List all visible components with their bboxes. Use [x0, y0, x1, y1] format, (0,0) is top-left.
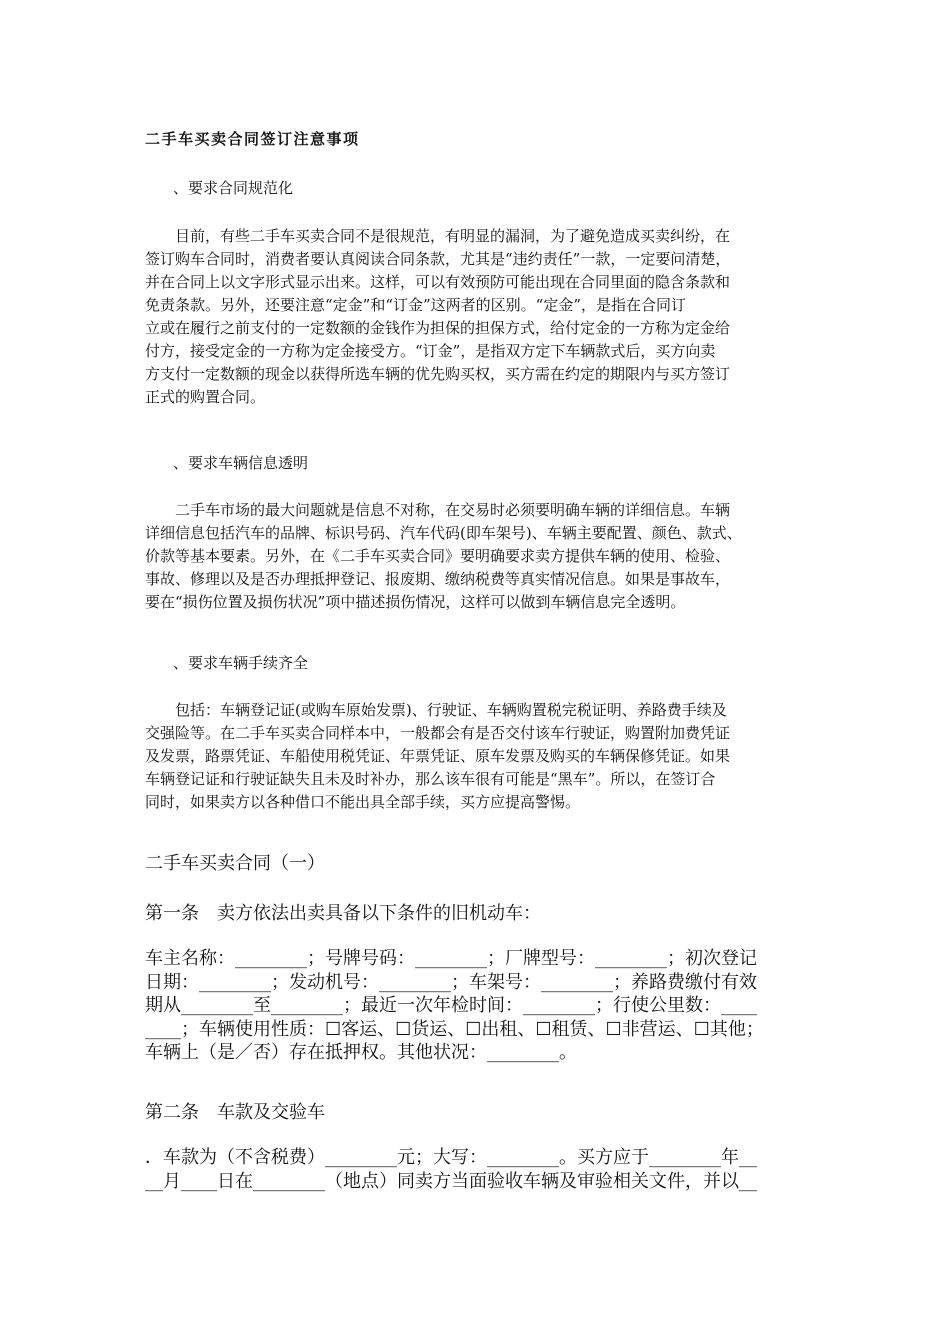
article1-body: [145, 947, 805, 1065]
text-line: 并在合同上以文字形式显示出来。这样，可以有效预防可能出现在合同里面的隐含条款和: [145, 273, 731, 291]
text-line: 立或在履行之前支付的一定数额的金钱作为担保的担保方式，给付定金的一方称为定金给: [145, 319, 731, 337]
text-line: 方支付一定数额的现金以获得所选车辆的优先购买权，买方需在约定的期限内与买方签订: [145, 365, 731, 383]
contract-title: 二手车买卖合同（一）: [145, 853, 325, 874]
text-line: 二手车市场的最大问题就是信息不对称，在交易时必须要明确车辆的详细信息。车辆: [145, 501, 731, 519]
section-heading-vehicle-info: 、要求车辆信息透明: [173, 454, 309, 472]
text-line: 车辆上（是／否）存在抵押权。其他状况：________。: [145, 1042, 577, 1063]
text-line: 事故、修理以及是否办理抵押登记、报废期、缴纳税费等真实情况信息。如果是事故车，: [145, 570, 731, 588]
text-line: 日期：________；发动机号：________；车架号：________；养路费缴付有效: [145, 971, 757, 993]
text-line: 及发票，路票凭证、车船使用税凭证、年票凭证、原车发票及购买的车辆保修凭证。如果: [145, 747, 731, 765]
text-line: 价款等基本要素。另外，在《二手车买卖合同》要明确要求卖方提供车辆的使用、检验、: [145, 547, 731, 565]
text-line: 期从________至________；最近一次年检时间：________；行使公里数：____: [145, 995, 757, 1016]
article2-body: [145, 1146, 805, 1193]
text-line: 付方，接受定金的一方称为定金接受方。“订金”，是指双方定下车辆款式后，买方向卖: [145, 342, 716, 360]
text-line: 正式的购置合同。: [145, 388, 266, 406]
text-line: 同时，如果卖方以各种借口不能出具全部手续，买方应提高警惕。: [145, 793, 581, 811]
text-line: __月____日在________（地点）同卖方当面验收车辆及审验相关文件，并以__: [145, 1170, 757, 1192]
paragraph-vehicle-info: [145, 499, 805, 614]
section-heading-vehicle-docs: 、要求车辆手续齐全: [173, 654, 309, 672]
article1-heading: 第一条 卖方依法出卖具备以下条件的旧机动车：: [145, 903, 541, 924]
article2-heading: 第二条 车款及交验车: [145, 1102, 325, 1123]
text-line: 包括：车辆登记证(或购车原始发票)、行驶证、车辆购置税完税证明、养路费手续及: [145, 701, 727, 719]
text-line: 车辆登记证和行驶证缺失且未及时补办，那么该车很有可能是“黑车”。所以，在签订合: [145, 770, 716, 788]
text-line: 目前，有些二手车买卖合同不是很规范，有明显的漏洞，为了避免造成买卖纠纷，在: [145, 227, 731, 245]
text-line: 交强险等。在二手车买卖合同样本中，一般都会有是否交付该车行驶证，购置附加费凭证: [145, 724, 731, 742]
text-line: 详细信息包括汽车的品牌、标识号码、汽车代码(即车架号)、车辆主要配置、颜色、款式、: [145, 524, 742, 542]
text-line: 签订购车合同时，消费者要认真阅读合同条款，尤其是“违约责任”一款，一定要问清楚，: [145, 250, 731, 268]
text-line: ____；车辆使用性质：☐客运、☐货运、☐出租、☐租赁、☐非营运、☐其他；: [145, 1018, 764, 1040]
text-line: 车主名称：________；号牌号码：________；厂牌型号：________；初次登记: [145, 948, 757, 969]
paragraph-vehicle-docs: [145, 699, 805, 814]
text-line: 免责条款。另外，还要注意“定金”和“订金”这两者的区别。“定金”，是指在合同订: [145, 296, 687, 314]
paragraph-contract-norm: [145, 225, 805, 409]
section-heading-contract-norm: 、要求合同规范化: [173, 179, 294, 197]
document-title: 二手车买卖合同签订注意事项: [145, 130, 360, 148]
text-line: ．车款为（不含税费）________元；大写：________。买方应于________年__: [145, 1147, 757, 1168]
text-line: 要在“损伤位置及损伤状况”项中描述损伤情况，这样可以做到车辆信息完全透明。: [145, 593, 686, 611]
